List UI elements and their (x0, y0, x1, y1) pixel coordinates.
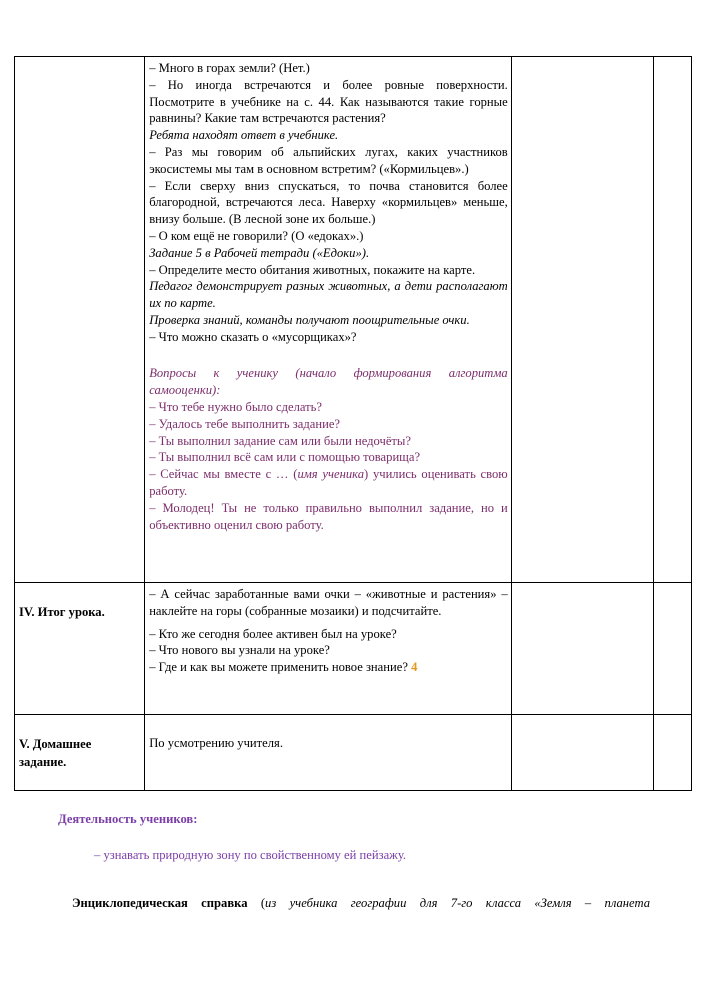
dialogue-line: – О ком ещё не говорили? (О «едоках».) (149, 228, 364, 243)
student-activity-heading: Деятельность учеников: (58, 812, 198, 826)
teacher-activity-cell (145, 57, 512, 583)
dialogue-line: – Раз мы говорим об альпийских лугах, каких участников экосистемы мы там в основном встретим? («Кормильцев».) (149, 144, 508, 176)
lesson-plan-table (14, 56, 692, 791)
dialogue-line: Ребята находят ответ в учебнике. (149, 128, 339, 143)
summary-instruction: – А сейчас заработанные вами очки – «животные и растения» – наклейте на горы (собранные мозаики) и подсчитайте. (149, 587, 508, 618)
question-5: – Сейчас мы вместе с … (имя ученика) учились оценивать свою работу. (149, 467, 508, 498)
homework-text-cell (145, 715, 512, 791)
dialogue-line: – Определите место обитания животных, покажите на карте. (149, 262, 476, 277)
dialogue-line: Проверка знаний, команды получают поощрительные очки. (149, 312, 470, 327)
question-6: – Молодец! Ты не только правильно выполнил задание, но и объективно оценил свою работу. (149, 500, 508, 532)
summary-student-cell (511, 583, 653, 715)
dialogue-line: – Много в горах земли? (Нет.) (149, 61, 310, 75)
summary-question: – Что нового вы узнали на уроке? (149, 643, 330, 658)
stage-cell-empty (15, 57, 145, 583)
table-row-homework (15, 715, 692, 791)
question-item: – Что тебе нужно было сделать? (149, 399, 323, 414)
homework-student-cell (511, 715, 653, 791)
summary-questions (149, 626, 508, 660)
dialogue-lines (145, 57, 511, 349)
stage-cell-summary (15, 583, 145, 715)
dialogue-line: – Если сверху вниз спускаться, то почва становится более благородной, встречаются леса. Наверху «кормильцев» меньше, внизу больше. (В лесной зоне их больше.) (149, 178, 508, 227)
question-item: – Ты выполнил всё сам или с помощью товарища? (149, 450, 421, 465)
student-activity-cell (511, 57, 653, 583)
homework-notes-cell (653, 715, 691, 791)
marker-number: 4 (411, 660, 418, 675)
dialogue-line: – Но иногда встречаются и более ровные поверхности. Посмотрите в учебнике на с. 44. Как называются такие горные равнины? Какие там встречаются растения? (149, 77, 508, 126)
notes-cell (653, 57, 691, 583)
stage-title-summary: IV. Итог урока. (19, 605, 105, 619)
student-activity-item: – узнавать природную зону по свойственному ей пейзажу. (94, 848, 407, 862)
dialogue-line: Педагог демонстрирует разных животных, а дети располагают их по карте. (149, 279, 508, 311)
questions-intro: Вопросы к ученику (начало формирования алгоритма самооценки): (149, 366, 508, 398)
summary-text-cell (145, 583, 512, 715)
encyclopedia-reference: Энциклопедическая справка (из учебника географии для 7-го класса «Земля – планета (72, 896, 650, 910)
table-row-lesson-summary (15, 583, 692, 715)
question-item: – Ты выполнил задание сам или были недочёты? (149, 433, 411, 448)
self-assessment-questions (149, 399, 508, 466)
stage-cell-homework (15, 715, 145, 791)
dialogue-line: – Что можно сказать о «мусорщиках»? (149, 329, 357, 344)
homework-text: По усмотрению учителя. (149, 736, 283, 750)
stage-title-homework: V. Домашнее задание. (19, 737, 92, 769)
question-item: – Удалось тебе выполнить задание? (149, 416, 340, 431)
summary-notes-cell (653, 583, 691, 715)
dialogue-line: Задание 5 в Рабочей тетради («Едоки»). (149, 245, 370, 260)
summary-last-question: – Где и как вы можете применить новое знание? 4 (149, 660, 418, 675)
table-row-main-activity (15, 57, 692, 583)
summary-question: – Кто же сегодня более активен был на уроке? (149, 626, 397, 641)
